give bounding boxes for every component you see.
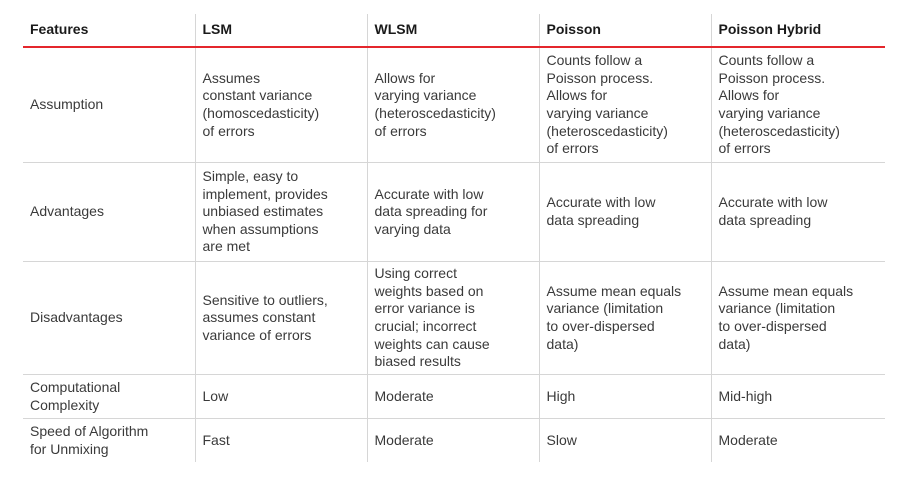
cell-speed-wlsm: Moderate — [367, 419, 539, 463]
header-features: Features — [23, 14, 195, 47]
cell-assumption-lsm: Assumes constant variance (homoscedasticity) of errors — [195, 47, 367, 163]
table-row-computational-complexity — [23, 375, 885, 419]
cell-speed-poisson-hybrid: Moderate — [711, 419, 885, 463]
row-label-disadvantages: Disadvantages — [23, 262, 195, 375]
header-wlsm: WLSM — [367, 14, 539, 47]
comparison-table-container — [23, 14, 885, 462]
cell-disadvantages-poisson: Assume mean equals variance (limitation to over-dispersed data) — [539, 262, 711, 375]
cell-assumption-poisson: Counts follow a Poisson process. Allows for varying variance (heteroscedasticity) of errors — [539, 47, 711, 163]
cell-disadvantages-wlsm: Using correct weights based on error variance is crucial; incorrect weights can cause biased results — [367, 262, 539, 375]
cell-advantages-lsm: Simple, easy to implement, provides unbiased estimates when assumptions are met — [195, 163, 367, 262]
table-row-assumption — [23, 47, 885, 163]
cell-complexity-wlsm: Moderate — [367, 375, 539, 419]
row-label-advantages: Advantages — [23, 163, 195, 262]
row-label-speed-of-algorithm: Speed of Algorithm for Unmixing — [23, 419, 195, 463]
header-row — [23, 14, 885, 47]
header-lsm: LSM — [195, 14, 367, 47]
cell-speed-lsm: Fast — [195, 419, 367, 463]
cell-disadvantages-lsm: Sensitive to outliers, assumes constant variance of errors — [195, 262, 367, 375]
table-row-advantages — [23, 163, 885, 262]
row-label-assumption: Assumption — [30, 96, 104, 113]
cell-speed-poisson: Slow — [539, 419, 711, 463]
cell-assumption-poisson-hybrid: Counts follow a Poisson process. Allows for varying variance (heteroscedasticity) of errors — [711, 47, 885, 163]
cell-advantages-poisson: Accurate with low data spreading — [539, 163, 711, 262]
cell-complexity-poisson-hybrid: Mid-high — [711, 375, 885, 419]
header-poisson: Poisson — [539, 14, 711, 47]
cell-disadvantages-poisson-hybrid: Assume mean equals variance (limitation to over-dispersed data) — [711, 262, 885, 375]
cell-advantages-wlsm: Accurate with low data spreading for varying data — [367, 163, 539, 262]
cell-complexity-lsm: Low — [195, 375, 367, 419]
table-row-speed-of-algorithm — [23, 419, 885, 463]
comparison-table — [23, 14, 885, 462]
cell-assumption-wlsm: Allows for varying variance (heteroscedasticity) of errors — [367, 47, 539, 163]
header-poisson-hybrid: Poisson Hybrid — [711, 14, 885, 47]
row-label-computational-complexity: Computational Complexity — [23, 375, 195, 419]
cell-advantages-poisson-hybrid: Accurate with low data spreading — [711, 163, 885, 262]
table-row-disadvantages — [23, 262, 885, 375]
cell-complexity-poisson: High — [539, 375, 711, 419]
